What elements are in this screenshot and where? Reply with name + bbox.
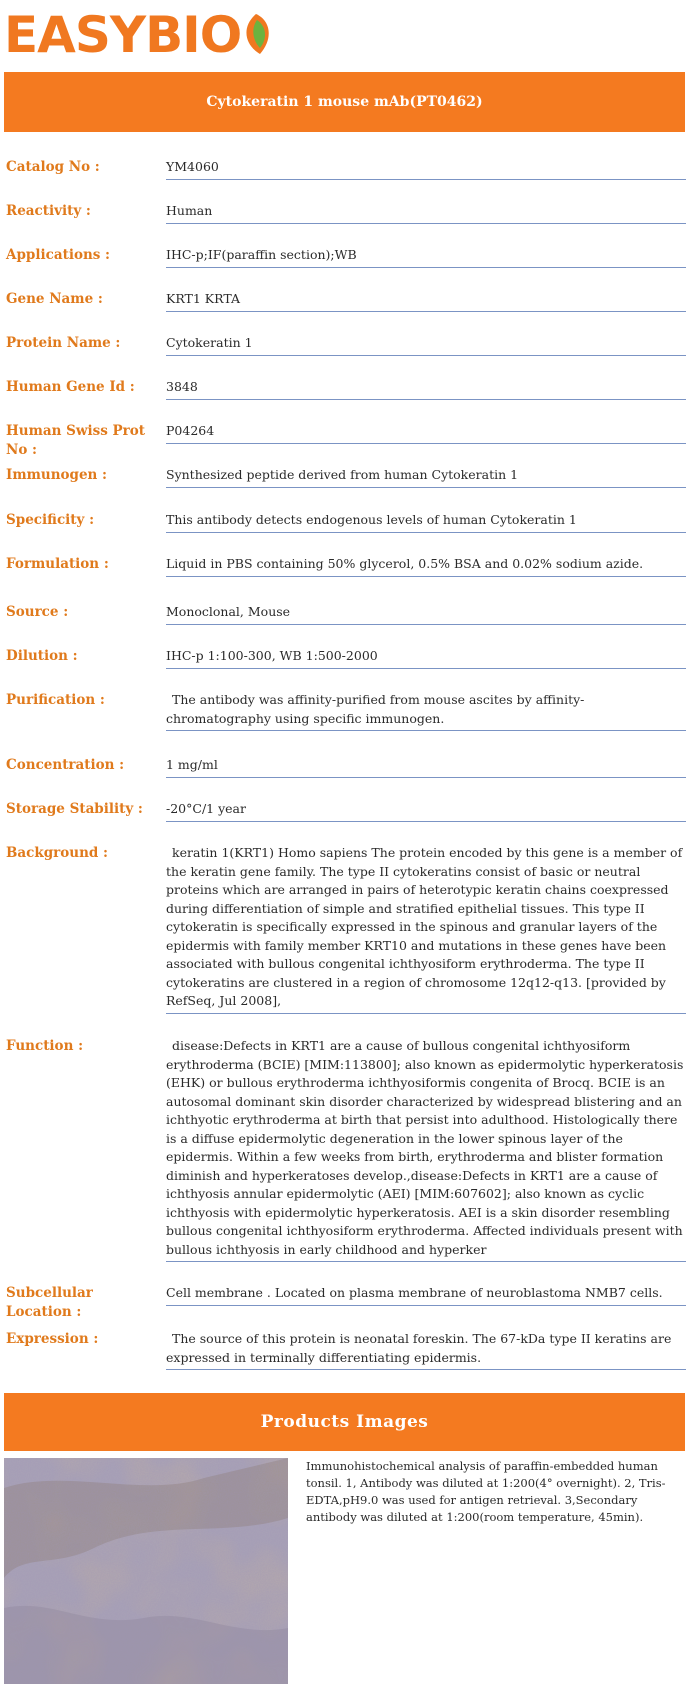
field-label: Formulation : (6, 556, 109, 572)
field-label: Storage Stability : (6, 801, 143, 817)
field-value: Synthesized peptide derived from human Cytokeratin 1 (166, 466, 686, 488)
products-images-banner (4, 1393, 685, 1451)
field-label: Background : (6, 845, 109, 861)
field-label: Purification : (6, 692, 105, 708)
field-value: Monoclonal, Mouse (166, 603, 686, 625)
field-value: IHC-p;IF(paraffin section);WB (166, 246, 686, 268)
image-caption: Immunohistochemical analysis of paraffin-embedded human tonsil. 1, Antibody was diluted at 1:200(4° overnight). 2, Tris-EDTA,pH9.0 was used for antigen retrieval. 3,Secondary antibody was diluted at 1:200(room temperature, 45min). (306, 1459, 666, 1524)
field-value: 1 mg/ml (166, 756, 686, 778)
field-label: Dilution : (6, 648, 78, 664)
field-value: Cell membrane . Located on plasma membrane of neuroblastoma NMB7 cells. (166, 1284, 686, 1306)
field-value: IHC-p 1:100-300, WB 1:500-2000 (166, 647, 686, 669)
field-value: -20°C/1 year (166, 800, 686, 822)
field-label: Applications : (6, 247, 111, 263)
field-label: Catalog No : (6, 159, 100, 175)
field-label: Protein Name : (6, 335, 121, 351)
ihc-tissue-image (4, 1458, 288, 1684)
ihc-tissue-picture (4, 1458, 288, 1684)
field-label: Immunogen : (6, 467, 108, 483)
field-label: Concentration : (6, 757, 125, 773)
field-label: Gene Name : (6, 291, 103, 307)
field-label: Human Swiss Prot No : (6, 423, 146, 458)
field-value: 3848 (166, 378, 686, 400)
product-title: Cytokeratin 1 mouse mAb(PT0462) (206, 94, 483, 110)
field-label: Expression : (6, 1331, 99, 1347)
leaf-icon (236, 10, 276, 58)
easybio-logo (4, 4, 304, 62)
products-images-heading: Products Images (260, 1412, 429, 1432)
field-value: Liquid in PBS containing 50% glycerol, 0.5% BSA and 0.02% sodium azide. (166, 555, 686, 577)
product-title-banner (4, 72, 685, 132)
field-value: P04264 (166, 422, 686, 444)
field-label: Subcellular Location : (6, 1285, 93, 1320)
field-value: This antibody detects endogenous levels of human Cytokeratin 1 (166, 511, 686, 533)
field-value: disease:Defects in KRT1 are a cause of bullous congenital ichthyosiform erythroderma (BCIE) [MIM:113800]; also known as epidermolytic hyperkeratosis (EHK) or bullous erythroderma ichthyosiformis congenita of Brocq. BCIE is an autosomal dominant skin disorder characterized by widespread blistering and an ichthyotic erythroderma at birth that persist into adulthood. Histologically there is a diffuse epidermolytic degeneration in the lower spinous layer of the epidermis. Within a few weeks from birth, erythroderma and blister formation diminish and hyperkeratoses develop.,disease:Defects in KRT1 are a cause of ichthyosis annular epidermolytic (AEI) [MIM:607602]; also known as cyclic ichthyosis with epidermolytic hyperkeratosis. AEI is a skin disorder resembling bullous congenital ichthyosiform erythroderma. Affected individuals present with bullous ichthyosis in early childhood and hyperker (166, 1037, 686, 1262)
field-value: YM4060 (166, 158, 686, 180)
logo-text: EASYBIO (4, 6, 242, 64)
field-value: Cytokeratin 1 (166, 334, 686, 356)
field-value: KRT1 KRTA (166, 290, 686, 312)
field-label: Function : (6, 1038, 84, 1054)
field-value: keratin 1(KRT1) Homo sapiens The protein encoded by this gene is a member of the keratin gene family. The type II cytokeratins consist of basic or neutral proteins which are arranged in pairs of heterotypic keratin chains coexpressed during differentiation of simple and stratified epithelial tissues. This type II cytokeratin is specifically expressed in the spinous and granular layers of the epidermis with family member KRT10 and mutations in these genes have been associated with bullous congenital ichthyosiform erythroderma. The type II cytokeratins are clustered in a region of chromosome 12q12-q13. [provided by RefSeq, Jul 2008], (166, 844, 686, 1014)
field-label: Specificity : (6, 512, 95, 528)
field-value: The antibody was affinity-purified from mouse ascites by affinity-chromatography using specific immunogen. (166, 691, 686, 731)
field-label: Reactivity : (6, 203, 91, 219)
field-value: The source of this protein is neonatal foreskin. The 67-kDa type II keratins are expressed in terminally differentiating epidermis. (166, 1330, 686, 1370)
field-label: Human Gene Id : (6, 379, 135, 395)
field-value: Human (166, 202, 686, 224)
field-label: Source : (6, 604, 69, 620)
